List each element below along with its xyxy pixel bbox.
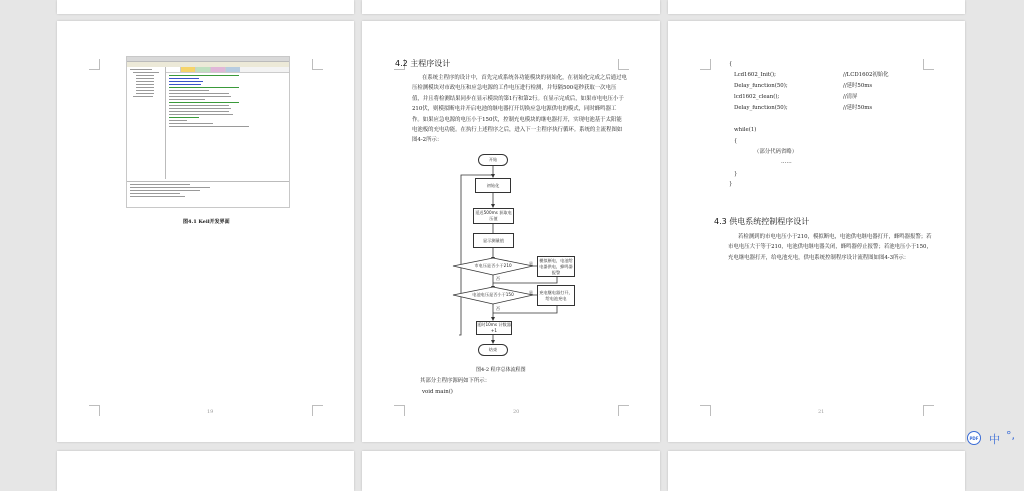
page-20 xyxy=(362,21,660,442)
code-delay-1: Delay_function(50); xyxy=(734,83,788,89)
code-ellipsis: …… xyxy=(781,159,792,165)
flow-delay-read: 延迟500ms 获取电压值 xyxy=(473,208,514,224)
code-while: while(1) xyxy=(734,127,757,133)
ide-project-tree xyxy=(127,67,166,179)
crop-mark xyxy=(89,59,100,70)
code-intro: 其部分主程序源码如下所示： xyxy=(420,378,491,384)
code-lcd-clean-comment: //清屏 xyxy=(843,94,858,100)
flow-label-no-1: 否 xyxy=(495,275,501,281)
page-21 xyxy=(668,21,965,442)
ide-editor xyxy=(166,67,289,179)
crop-mark xyxy=(923,405,934,416)
page-top-left xyxy=(57,0,354,14)
flow-action-charge: 充电继电器打开，给电池充电 xyxy=(537,285,575,306)
code-lcd-clean: lcd1602_clean(); xyxy=(734,94,780,100)
figure-caption: 图4-2 程序总体流程图 xyxy=(476,367,526,373)
flow-delay-count: 延时10ms 计数器+1 xyxy=(477,322,511,333)
more-dots-icon[interactable]: °, xyxy=(1006,429,1015,442)
code-delay-2: Delay_function(50); xyxy=(734,105,788,111)
ide-build-output xyxy=(127,181,289,207)
language-toggle-button[interactable]: 中 xyxy=(989,433,1000,446)
code-while-open: { xyxy=(734,138,738,144)
crop-mark xyxy=(700,59,711,70)
flow-label-yes-1: 是 xyxy=(528,260,534,266)
page-bottom-right xyxy=(668,451,965,491)
flow-end: 结束 xyxy=(478,344,508,356)
pdf-tool-button[interactable]: PDF xyxy=(967,431,981,445)
crop-mark xyxy=(312,59,323,70)
flow-label-no-2: 否 xyxy=(495,305,501,311)
flowchart-lines xyxy=(362,21,660,442)
page-number: 20 xyxy=(513,409,520,415)
crop-mark xyxy=(700,405,711,416)
code-close-brace: } xyxy=(729,181,733,187)
body-paragraph: 在系统主程序的设计中，首先完成系统各功能模块的初始化，在初始化完成之后通过电压检测模块对市政电压和应急电源的工作电压进行检测，并每隔500毫秒获取一次电压值，并且将检测结果同步在显示模块的第1行和第2行。在显示完成后，如果市电电压小于210伏，则模拟断电并开启电池的继电器打开切换应急电源供电的模式，同时蜂鸣器工作。如果应急电源的电压小于150伏，控制充电模块的继电器打开，实现电池基于太阳能电池板的充电功能。在执行上述程序之后，进入下一主程序执行循环。系统的主流程图如图4-2所示： xyxy=(412,75,627,144)
page-bottom-left xyxy=(57,451,354,491)
section-title: 4.2 主程序设计 xyxy=(395,59,451,68)
flow-cond-mains: 市电压是否小于210 xyxy=(474,263,512,268)
keil-ide-screenshot xyxy=(126,56,290,208)
flow-cond-battery: 电池电压是否小于150 xyxy=(472,292,514,297)
code-lcd-init-comment: //LCD1602初始化 xyxy=(843,72,889,78)
page-number: 21 xyxy=(818,409,825,415)
code-lcd-init: Lcd1602_Init(); xyxy=(734,72,776,78)
code-open-brace: { xyxy=(729,61,733,67)
code-line: void main() xyxy=(422,389,453,395)
page-top-middle xyxy=(362,0,660,14)
flow-display: 显示测量值 xyxy=(473,233,514,248)
code-delay-1-comment: //延时50ms xyxy=(843,83,873,89)
flow-start: 开始 xyxy=(478,154,508,166)
flow-action-battery: 模拟断电，电池给电器供电，蜂鸣器报警 xyxy=(537,256,575,277)
page-top-right xyxy=(668,0,965,14)
crop-mark xyxy=(923,59,934,70)
section-title: 4.3 供电系统控制程序设计 xyxy=(714,217,810,226)
code-omitted: （部分代码省略） xyxy=(754,149,798,155)
code-delay-2-comment: //延时50ms xyxy=(843,105,873,111)
code-while-close: } xyxy=(734,171,738,177)
body-paragraph: 若检测到的市电电压小于210，模拟断电，电池供电继电器打开，蜂鸣器报警；若市电电压大于等于210，电池供电继电器关闭，蜂鸣器停止报警；若池电压小于150，充电继电器打开，给电池充电，供电系统控制程序设计流程图如图4-3所示： xyxy=(728,234,932,261)
figure-caption: 图4.1 Keil开发界面 xyxy=(183,219,230,225)
page-bottom-middle xyxy=(362,451,660,491)
flow-label-yes-2: 是 xyxy=(528,289,534,295)
crop-mark xyxy=(89,405,100,416)
crop-mark xyxy=(312,405,323,416)
flow-init: 初始化 xyxy=(475,178,511,193)
page-number: 19 xyxy=(207,409,214,415)
